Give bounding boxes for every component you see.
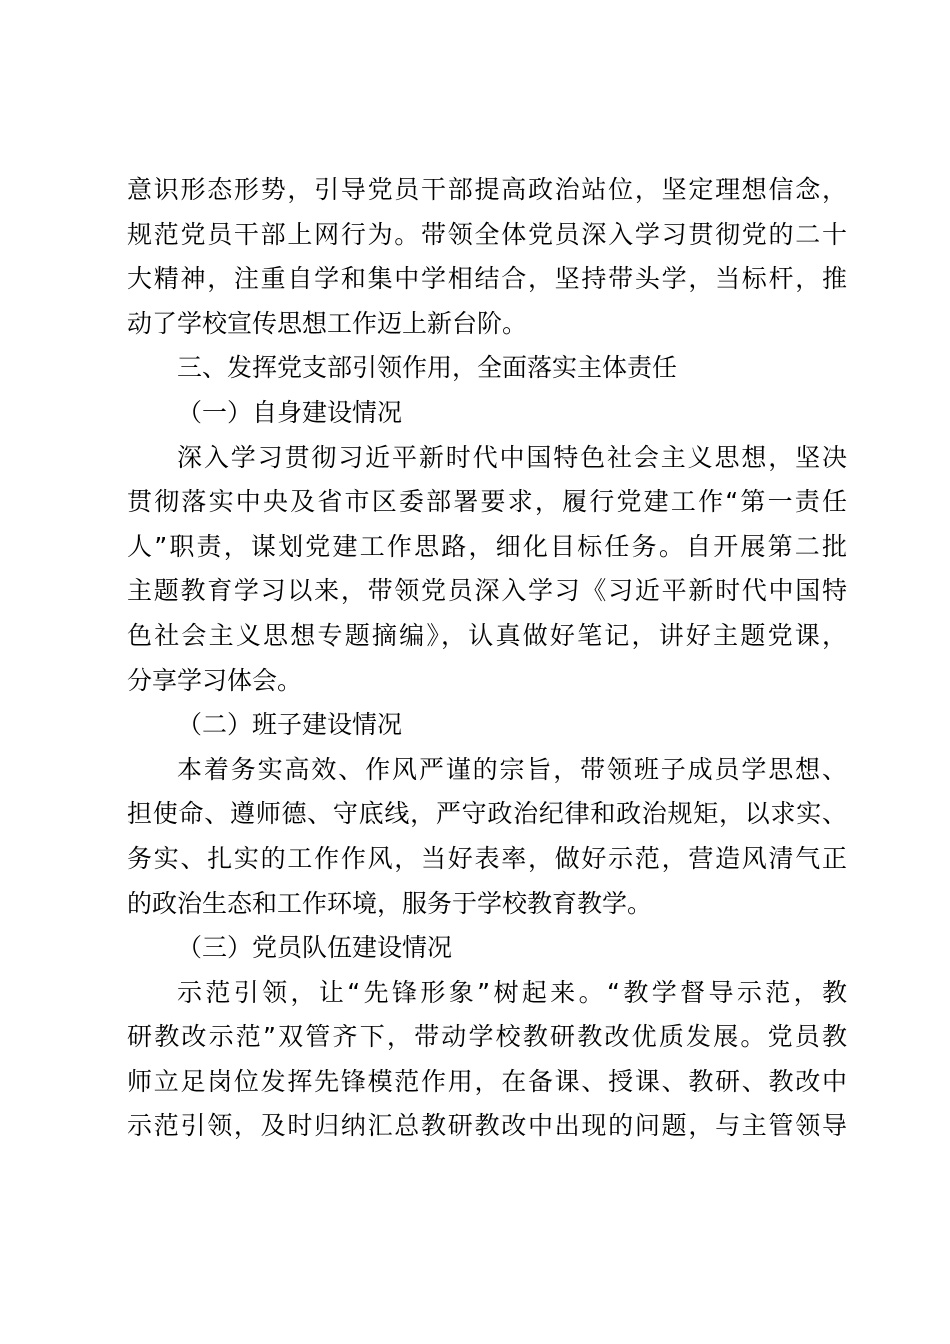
subsection-heading: （二）班子建设情况 <box>177 710 403 740</box>
paragraph-line: 研教改示范”双管齐下，带动学校教研教改优质发展。党员教 <box>127 1022 847 1052</box>
body-text <box>127 168 847 1149</box>
paragraph-line: 本着务实高效、作风严谨的宗旨，带领班子成员学思想、 <box>177 754 847 784</box>
paragraph-line: 色社会主义思想专题摘编》，认真做好笔记，讲好主题党课， <box>127 620 847 650</box>
paragraph-line: 分享学习体会。 <box>127 665 303 695</box>
paragraph-line: 示范引领，让“先锋形象”树起来。“教学督导示范，教 <box>177 977 847 1007</box>
paragraph-line: 人”职责，谋划党建工作思路，细化目标任务。自开展第二批 <box>127 531 847 561</box>
paragraph-line: 大精神，注重自学和集中学相结合，坚持带头学，当标杆，推 <box>127 264 847 294</box>
paragraph-line: 动了学校宣传思想工作迈上新台阶。 <box>127 308 528 338</box>
paragraph-line: 规范党员干部上网行为。带领全体党员深入学习贯彻党的二十 <box>127 219 847 249</box>
paragraph-line: 师立足岗位发挥先锋模范作用，在备课、授课、教研、教改中 <box>127 1066 847 1096</box>
subsection-heading: （一）自身建设情况 <box>177 397 403 427</box>
paragraph-line: 担使命、遵师德、守底线，严守政治纪律和政治规矩，以求实、 <box>127 799 847 829</box>
paragraph-line: 示范引领，及时归纳汇总教研教改中出现的问题，与主管领导 <box>127 1111 847 1141</box>
paragraph-line: 的政治生态和工作环境，服务于学校教育教学。 <box>127 888 653 918</box>
paragraph-line: 意识形态形势，引导党员干部提高政治站位，坚定理想信念， <box>127 175 847 204</box>
subsection-heading: （三）党员队伍建设情况 <box>177 933 453 963</box>
paragraph-line: 深入学习贯彻习近平新时代中国特色社会主义思想，坚决 <box>177 442 847 472</box>
paragraph-line: 主题教育学习以来，带领党员深入学习《习近平新时代中国特 <box>127 576 847 606</box>
section-heading: 三、发挥党支部引领作用，全面落实主体责任 <box>177 353 678 383</box>
paragraph-line: 务实、扎实的工作作风，当好表率，做好示范，营造风清气正 <box>127 843 847 873</box>
paragraph-line: 贯彻落实中央及省市区委部署要求，履行党建工作“第一责任 <box>127 487 847 517</box>
